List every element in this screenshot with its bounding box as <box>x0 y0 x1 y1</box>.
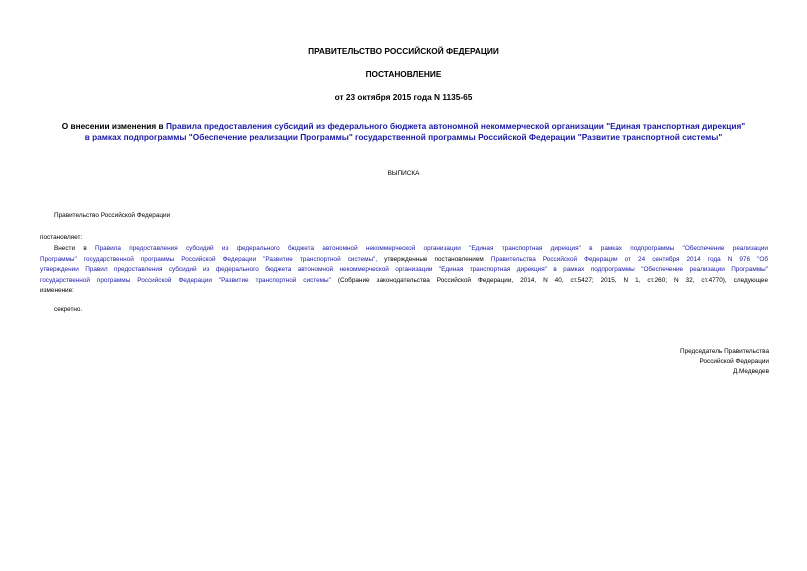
document-date-number: от 23 октября 2015 года N 1135-65 <box>334 92 473 102</box>
rules-link-continued[interactable]: в рамках подпрограммы "Обеспечение реализации Программы" государственной программы Российской Федерации "Развитие транспортной системы" <box>84 132 723 142</box>
government-name: Правительство Российской Федерации <box>54 212 171 219</box>
rules-link[interactable]: Правила предоставления субсидий из федерального бюджета автономной некоммерческой организации "Единая транспортная дирекция" <box>165 121 746 131</box>
rules-link-body[interactable]: Правила предоставления субсидий из федерального бюджета автономной некоммерческой организации "Единая транспортная дирекция" в рамках подпрограммы "Обеспечение реализации <box>95 245 768 252</box>
extract-label: ВЫПИСКА <box>387 170 420 177</box>
title-line-1 <box>30 121 777 132</box>
resolution-link[interactable]: Правительства Российской Федерации от 24 сентября 2014 года N 976 "Об <box>490 255 768 263</box>
resolution-link-end[interactable]: государственной программы Российской Федерации "Развитие транспортной системы" <box>40 276 331 284</box>
signature-country: Российской Федерации <box>699 358 769 365</box>
paragraph-line-1 <box>40 244 768 255</box>
secret-text: секретно. <box>54 306 83 313</box>
paragraph-prefix: Внести в <box>54 245 96 252</box>
document-title <box>30 121 777 143</box>
resolution-link-continued[interactable]: утверждении Правил предоставления субсидий из федерального бюджета автономной некоммерческой организации "Единая транспортная дирекция" в рамках подпрограммы "Обеспечение реализации Программы" <box>40 266 768 274</box>
issuing-authority: ПРАВИТЕЛЬСТВО РОССИЙСКОЙ ФЕДЕРАЦИИ <box>308 46 499 56</box>
decrees-word: постановляет: <box>40 234 83 241</box>
legislation-reference: (Собрание законодательства Российской Федерации, 2014, N 40, ст.5427; 2015, N 1, ст.260; N 32, ст.4770), следующее <box>330 276 768 284</box>
main-paragraph <box>40 244 768 297</box>
document-type: ПОСТАНОВЛЕНИЕ <box>365 69 442 79</box>
rules-link-body-continued[interactable]: Программы" государственной программы Российской Федерации "Развитие транспортной системы", <box>40 255 378 263</box>
paragraph-line-3 <box>40 265 768 276</box>
approved-by-text: утвержденные постановлением <box>377 255 491 263</box>
paragraph-line-2 <box>40 255 768 266</box>
signature-name: Д.Медведев <box>732 368 769 375</box>
signature-title: Председатель Правительства <box>680 348 769 355</box>
paragraph-line-4 <box>40 276 768 287</box>
paragraph-line-5: изменение: <box>40 287 74 295</box>
title-prefix: О внесении изменения в <box>61 121 166 131</box>
